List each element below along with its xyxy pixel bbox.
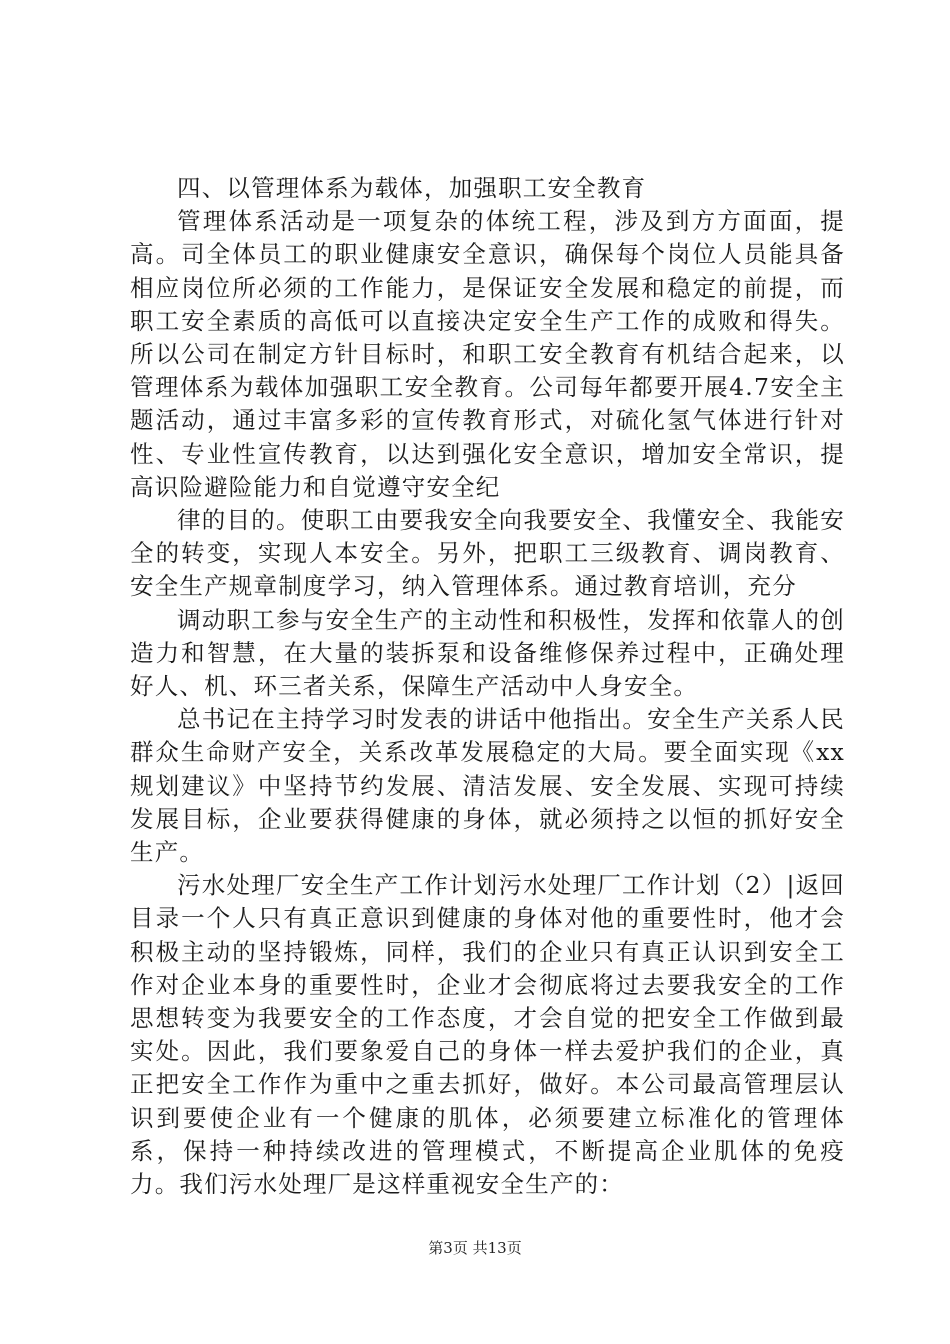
page-number-footer: 第3页 共13页 <box>428 1239 522 1257</box>
document-body <box>130 172 845 1201</box>
paragraph-mobilize-workers: 调动职工参与安全生产的主动性和积极性，发挥和依靠人的创造力和智慧，在大量的装拆泵和设备维修保养过程中，正确处理好人、机、环三者关系，保障生产活动中人身安全。 <box>130 605 845 701</box>
paragraph-safety-goal: 律的目的。使职工由要我安全向我要安全、我懂安全、我能安全的转变，实现人本安全。另外，把职工三级教育、调岗教育、安全生产规章制度学习，纳入管理体系。通过教育培训，充分 <box>130 506 845 601</box>
section-heading: 四、以管理体系为载体，加强职工安全教育 <box>177 174 647 202</box>
paragraph-work-plan: 污水处理厂安全生产工作计划污水处理厂工作计划（2）|返回目录一个人只有真正意识到健康的身体对他的重要性时，他才会积极主动的坚持锻炼，同样，我们的企业只有真正认识到安全工作对企业本身的重要性时，企业才会彻底将过去要我安全的工作思想转变为我要安全的工作态度，才会自觉的把安全工作做到最实处。因此，我们要象爱自己的身体一样去爱护我们的企业，真正把安全工作作为重中之重去抓好，做好。本公司最高管理层认识到要使企业有一个健康的肌体，必须要建立标准化的管理体系，保持一种持续改进的管理模式，不断提高企业肌体的免疫力。我们污水处理厂是这样重视安全生产的： <box>130 871 845 1199</box>
paragraph-management-system: 管理体系活动是一项复杂的体统工程，涉及到方方面面，提高。司全体员工的职业健康安全意识，确保每个岗位人员能具备相应岗位所必须的工作能力，是保证安全发展和稳定的前提，而职工安全素质的高低可以直接决定安全生产工作的成败和得失。所以公司在制定方针目标时，和职工安全教育有机结合起来，以管理体系为载体加强职工安全教育。公司每年都要开展4.7安全主题活动，通过丰富多彩的宣传教育形式，对硫化氢气体进行针对性、专业性宣传教育，以达到强化安全意识，增加安全常识，提高识险避险能力和自觉遵守安全纪 <box>130 207 845 501</box>
paragraph-secretary-speech: 总书记在主持学习时发表的讲话中他指出。安全生产关系人民群众生命财产安全，关系改革发展稳定的大局。要全面实现《xx规划建议》中坚持节约发展、清洁发展、安全发展、实现可持续发展目标，企业要获得健康的身体，就必须持之以恒的抓好安全生产。 <box>130 705 845 867</box>
